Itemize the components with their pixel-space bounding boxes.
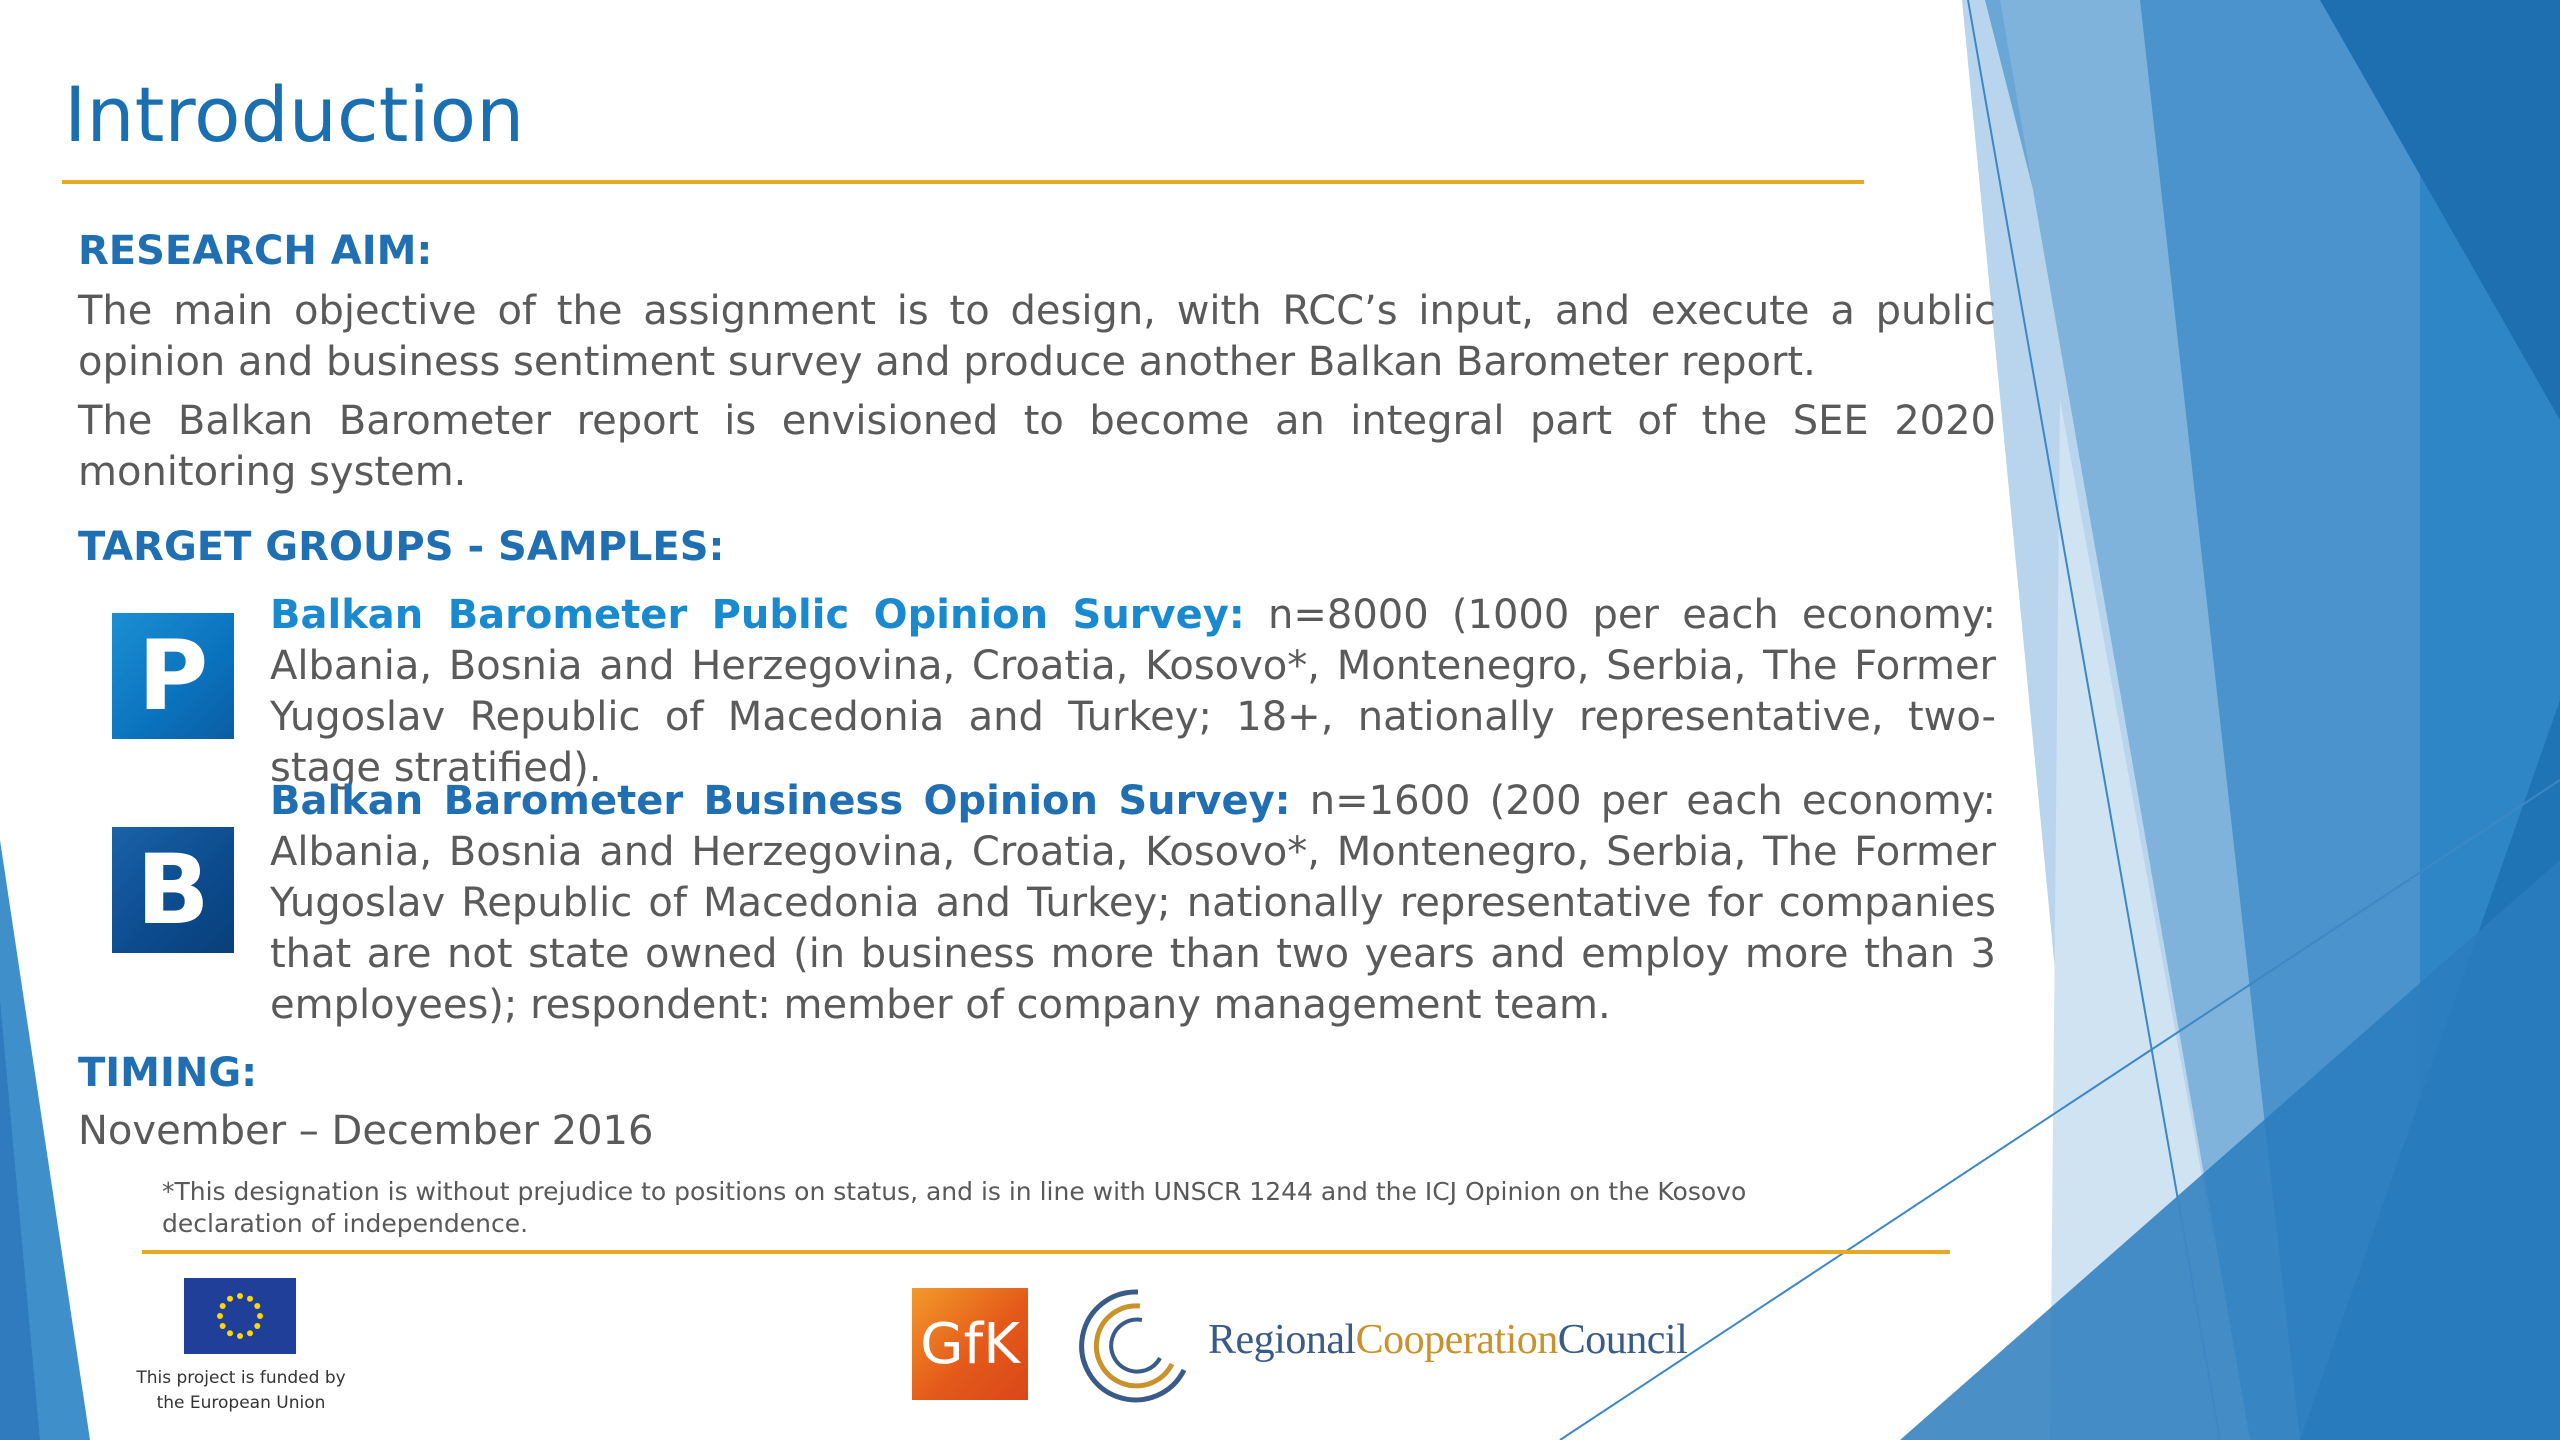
eu-flag-icon: [184, 1278, 296, 1354]
title-divider: [62, 180, 1864, 184]
business-survey-text: n=1600 (200 per each economy: Albania, Bosnia and Herzegovina, Croatia, Kosovo*, Montenegro, Serbia, The Former Yugoslav Republic of Macedonia and Turkey; nationally representative for companies that are not state owned (in business more than two years and employ more than 3 employees); respondent: member of company management team.: [270, 778, 1997, 1028]
rcc-word-council: Council: [1557, 1317, 1688, 1363]
page-title: Introduction: [64, 70, 525, 159]
research-aim-paragraph-1: The main objective of the assignment is to design, with RCC’s input, and execute a public opinion and business sentiment survey and produce another Balkan Barometer report.: [78, 288, 1996, 385]
eu-caption-line-2: the European Union: [156, 1393, 326, 1413]
timing-value: November – December 2016: [78, 1108, 654, 1154]
eu-funding-caption: [136, 1366, 346, 1416]
public-survey-label: Balkan Barometer Public Opinion Survey:: [270, 592, 1245, 638]
eu-caption-line-1: This project is funded by: [136, 1368, 346, 1388]
footer-divider: [142, 1250, 1950, 1254]
rcc-word-regional: Regional: [1208, 1317, 1356, 1363]
research-aim-paragraph-2: The Balkan Barometer report is envisioned to become an integral part of the SEE 2020 monitoring system.: [78, 398, 1996, 495]
public-survey-icon: P: [112, 613, 234, 739]
research-aim-heading: RESEARCH AIM:: [78, 228, 433, 274]
public-survey-description: [270, 590, 1996, 794]
rcc-word-cooperation: Cooperation: [1355, 1317, 1558, 1363]
gfk-logo-icon: GfK: [912, 1288, 1028, 1400]
rcc-logo-icon: [1068, 1284, 1194, 1404]
public-survey-text: n=8000 (1000 per each economy: Albania, Bosnia and Herzegovina, Croatia, Kosovo*, Montenegro, Serbia, The Former Yugoslav Republic of Macedonia and Turkey; 18+, nationally representative, two-stage stratified).: [270, 592, 1996, 791]
target-groups-heading: TARGET GROUPS - SAMPLES:: [78, 524, 725, 570]
business-survey-label: Balkan Barometer Business Opinion Survey:: [270, 778, 1291, 824]
business-survey-icon: B: [112, 827, 234, 953]
kosovo-footnote: *This designation is without prejudice to positions on status, and is in line with UNSCR 1244 and the ICJ Opinion on the Kosovo declaration of independence.: [162, 1177, 1747, 1238]
business-survey-description: [270, 776, 1996, 1031]
rcc-wordmark: [1208, 1316, 1687, 1364]
timing-heading: TIMING:: [78, 1050, 258, 1096]
